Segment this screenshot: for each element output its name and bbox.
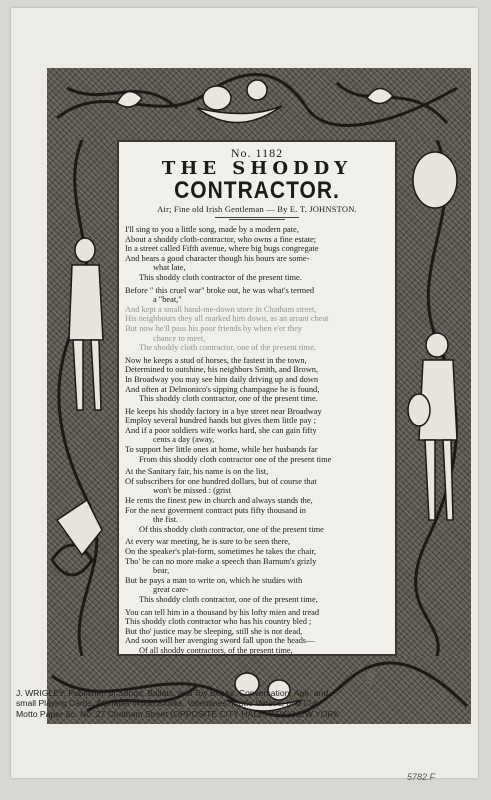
title-line-2: CONTRACTOR.	[174, 177, 340, 204]
verse-line: At every war meeting, he is sure to be seen there,	[125, 537, 291, 547]
verse-line: In a street called Fifth avenue, where big bugs congregate	[125, 244, 319, 254]
verse-line: the fist.	[153, 515, 179, 525]
title-rule	[215, 217, 299, 218]
verse-line: This shoddy cloth contractor, one of the present time.	[139, 394, 318, 404]
verse-line: He rents the finest pew in church and always stands the,	[125, 496, 313, 506]
verse-line: Tho' he can no more make a speech than Barnum's grizly	[125, 556, 317, 566]
imprint-line-3: Motto Paper &c. No. 27 Chatham Street (OPPOSITE CITY HALL PARK) NEW YORK	[16, 708, 340, 719]
stanza	[125, 467, 391, 534]
verse-line: About a shoddy cloth-contractor, who owns a fine estate;	[125, 234, 317, 244]
verse-line: But tho' justice may be sleeping, still she is not dead,	[125, 626, 303, 636]
verse-line: On the speaker's plat-form, sometimes he takes the chair,	[125, 547, 316, 556]
top-cherub-vine-ornament	[47, 68, 471, 140]
verse-line: In Broadway you may see him daily driving up and down	[125, 374, 319, 384]
stanza	[125, 407, 391, 465]
verse-line: You can tell him in a thousand by his lofty mien and tread	[125, 607, 320, 617]
catalog-number: 5782.F	[407, 772, 436, 782]
verse-line: I'll sing to you a little song, made by a modern pate,	[125, 225, 299, 234]
verse-line: He keeps his shoddy factory in a bye street near Broadway	[125, 406, 322, 416]
pencil-note: 1182	[363, 666, 378, 687]
verse-line: And if a poor soldiers wife works hard, she can gain fifty	[125, 425, 317, 435]
verse-line: The shoddy cloth contractor, one of the present time.	[139, 343, 316, 353]
verse-line: To support her little ones at home, while her husbands far	[125, 445, 318, 455]
title-rule-short	[229, 219, 285, 220]
verse-line: From this shoddy cloth contractor one of the present time	[139, 454, 332, 464]
stanza	[125, 537, 391, 604]
stanza	[125, 356, 391, 404]
verse-line: And often at Delmonico's sipping champagne he is found,	[125, 384, 320, 394]
verse-line: Determined to outshine, his neighbors Smith, and Brown,	[125, 365, 319, 375]
verse-line: His neighbours they all marked him down, as an arrant cheat	[125, 314, 329, 324]
publisher-imprint	[16, 688, 476, 719]
woodcut-border	[47, 68, 471, 724]
verse-line: At the Sanitary fair, his name is on the list,	[125, 467, 269, 477]
verse-line: Of subscribers for one hundred dollars, but of course that	[125, 476, 317, 486]
verse-line: For the next goverment contract puts fifty thousand in	[125, 505, 306, 515]
stanza	[125, 225, 391, 283]
verse-line: But he pays a man to write on, which he studies with	[125, 575, 303, 585]
verse-line: great care-	[153, 585, 189, 595]
verse-line: a "beat,"	[153, 295, 182, 305]
imprint-line-1: J. WRIGLEY, Publisher, of Songs, Ballats, and Toy Books, Conversation, Age, and	[16, 688, 329, 698]
verse-line: This shoddy cloth contractor who has his country bled ;	[125, 617, 312, 627]
left-figure-ornament	[47, 140, 117, 656]
title-line-1: THE SHODDY	[161, 158, 353, 179]
verse-line: Before " this cruel war" broke out, he was what's termed	[125, 285, 315, 295]
broadside-sheet	[11, 8, 478, 778]
verse-line: Of all shoddy contractors, of the present time,	[139, 645, 293, 654]
song-verses	[125, 225, 391, 654]
verse-line: bear,	[153, 566, 170, 576]
song-text-panel	[119, 142, 395, 654]
verse-line: And kept a small hand-me-down store in Chatham street,	[125, 304, 317, 314]
verse-line: But now he'll pass his poor friends by when e'er they	[125, 323, 302, 333]
stanza	[125, 286, 391, 353]
right-figure-ornament	[397, 140, 471, 656]
verse-line: And bears a good character though his hours are some-	[125, 253, 310, 263]
verse-line: Employ several hundred hands but gives them little pay ;	[125, 416, 316, 426]
verse-line: Now he keeps a stud of horses, the fastest in the town,	[125, 355, 307, 365]
stanza	[125, 608, 391, 654]
verse-line: chance to meet,	[153, 333, 206, 343]
verse-line: won't be missed : (grist	[153, 486, 231, 496]
verse-line: This shoddy cloth contractor of the present time.	[139, 272, 302, 282]
verse-line: And soon will her avenging sword fall upon the heads—	[125, 636, 315, 646]
verse-line: cents a day (away,	[153, 435, 215, 445]
broadside-number: No. 1182	[230, 146, 284, 160]
verse-line: what late,	[153, 263, 186, 273]
verse-line: Of this shoddy cloth contractor, one of the present time	[139, 524, 324, 534]
air-and-author: Air; Fine old Irish Gentleman — By E. T. JOHNSTON.	[157, 204, 357, 214]
imprint-line-2: small Playing Cards, Alphabet Wood Blocks, Valentines, Motto Verses, and Cut	[16, 698, 317, 709]
verse-line: This shoddy cloth contractor, one of the present time,	[139, 594, 318, 604]
